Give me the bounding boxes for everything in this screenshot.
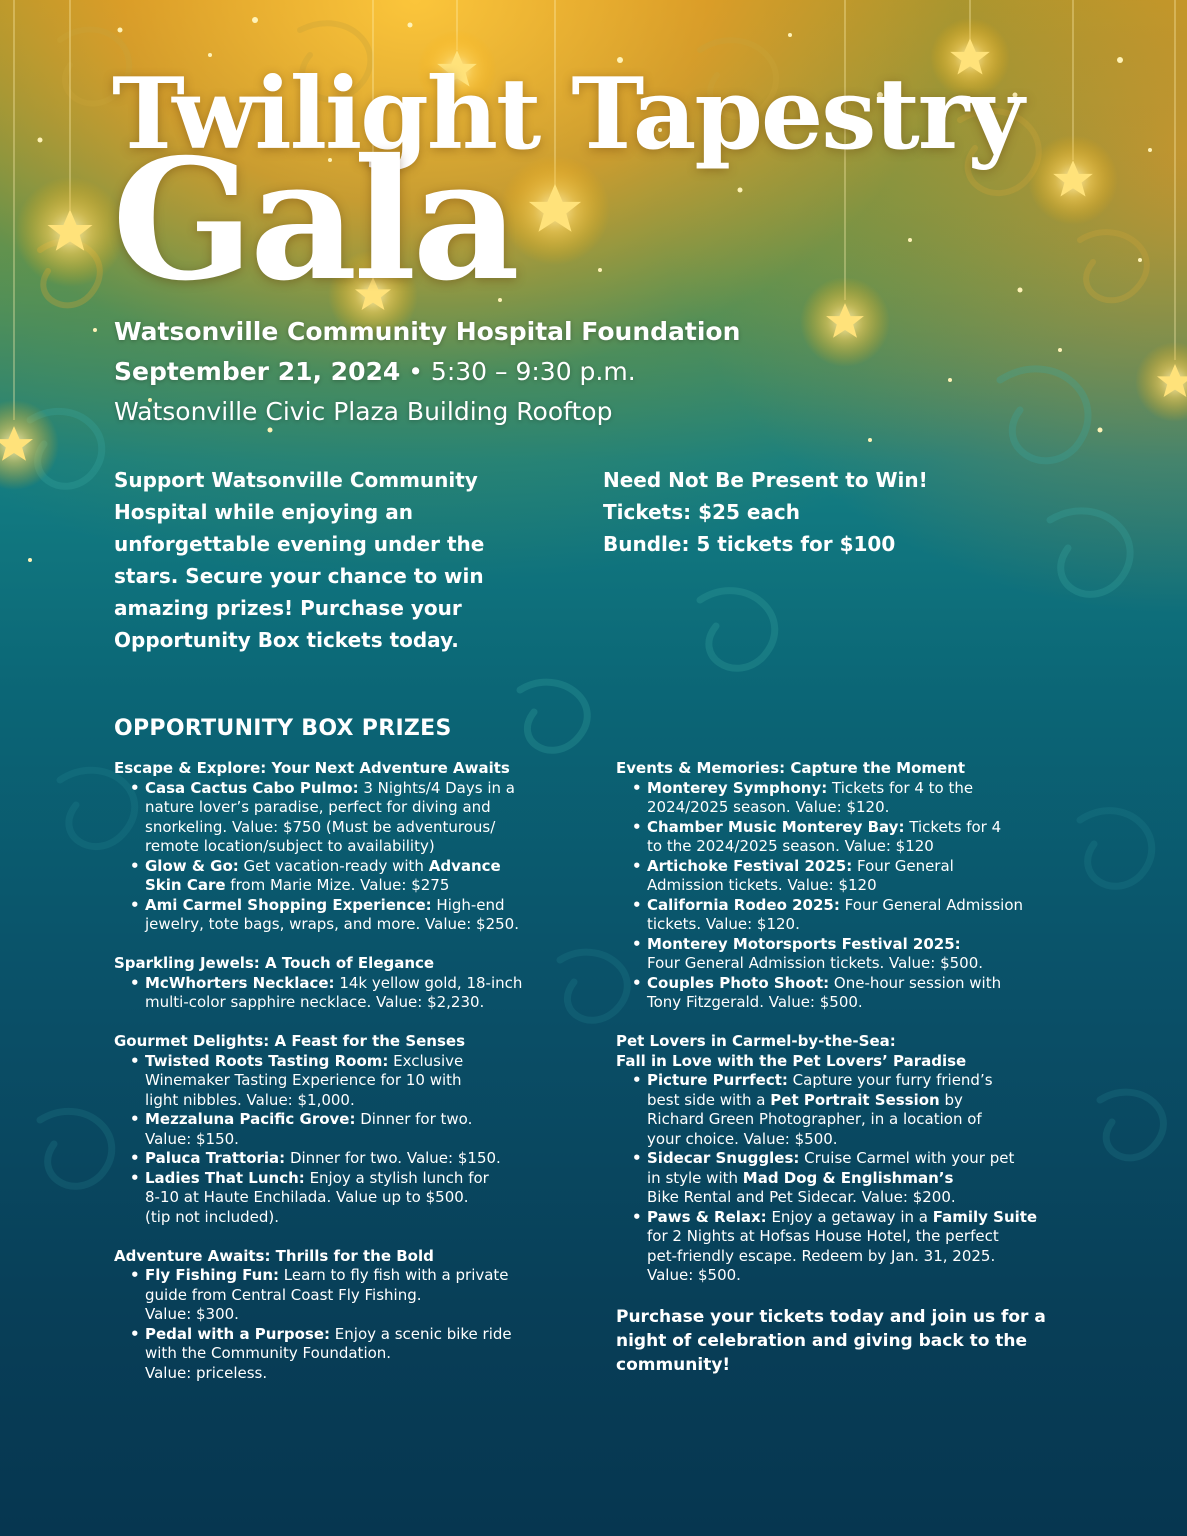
prize-name: Chamber Music Monterey Bay:: [647, 817, 905, 836]
prize-description: Exclusive Winemaker Tasting Experience for 10 with light nibbles. Value: $1,000.: [145, 1051, 464, 1109]
prize-description: Cruise Carmel with your pet in style with: [647, 1149, 1015, 1187]
prize-name: Glow & Go:: [145, 856, 239, 875]
closing-call-to-action: Purchase your tickets today and join us for a night of celebration and giving back to the community!: [616, 1307, 1046, 1375]
prize-description: High-end jewelry, tote bags, wraps, and more. Value: $250.: [145, 895, 519, 933]
prize-item: [616, 779, 1086, 818]
prize-item: [114, 1110, 584, 1149]
prize-highlight: Pet Portrait Session: [770, 1090, 940, 1109]
title-line-1: Twilight Tapestry: [112, 57, 1023, 172]
prizes-right-column: [616, 759, 1086, 1377]
event-time: 5:30 – 9:30 p.m.: [430, 357, 636, 386]
prize-item: [616, 1071, 1086, 1149]
ticket-info: [603, 464, 1103, 560]
event-date: September 21, 2024: [114, 357, 401, 386]
prize-name: Twisted Roots Tasting Room:: [145, 1051, 389, 1070]
date-separator: •: [400, 357, 431, 386]
prize-name: Couples Photo Shoot:: [647, 973, 830, 992]
prize-name: Picture Purrfect:: [647, 1071, 788, 1089]
category-escape: [114, 759, 584, 935]
organization-name: Watsonville Community Hospital Foundation: [114, 317, 741, 346]
event-venue: Watsonville Civic Plaza Building Rooftop: [114, 397, 613, 426]
prize-item: [114, 1266, 584, 1325]
prize-name: California Rodeo 2025:: [647, 895, 840, 914]
prize-description: Get vacation-ready with: [238, 856, 429, 875]
prize-item: [616, 896, 1086, 935]
prize-description: from Marie Mize. Value: $275: [225, 876, 450, 894]
prizes-heading: OPPORTUNITY BOX PRIZES: [114, 716, 452, 741]
prize-highlight: Advance Skin Care: [145, 856, 501, 894]
prize-item: [114, 974, 584, 1013]
category-jewels: [114, 954, 584, 1013]
prize-description: for 2 Nights at Hofsas House Hotel, the perfect pet-friendly escape. Redeem by Jan. 31, 2025. Value: $500.: [647, 1227, 999, 1284]
prize-item: [114, 1149, 584, 1169]
category-title: Escape & Explore: Your Next Adventure Awaits: [114, 759, 510, 777]
category-events: [616, 759, 1086, 1013]
prize-description: Learn to fly fish with a private guide from Central Coast Fly Fishing. Value: $300.: [145, 1266, 509, 1323]
ticket-price: Tickets: $25 each: [603, 500, 800, 524]
prize-highlight: Family Suite: [932, 1207, 1038, 1226]
prize-description: Dinner for two. Value: $150.: [145, 1110, 473, 1148]
prize-item: [114, 779, 584, 857]
title-line-2: Gala: [112, 123, 516, 318]
prize-description: Four General Admission tickets. Value: $120.: [647, 895, 1024, 933]
date-time-line: [114, 352, 1014, 392]
prize-item: [114, 1052, 584, 1111]
prize-name: Ladies That Lunch:: [145, 1168, 305, 1187]
prize-name: Casa Cactus Cabo Pulmo:: [145, 778, 359, 797]
intro-paragraph: Support Watsonville Community Hospital while enjoying an unforgettable evening under the stars. Secure your chance to win amazing prizes! Purchase your Opportunity Box tickets today.: [114, 468, 485, 652]
prize-description: One-hour session with Tony Fitzgerald. Value: $500.: [647, 973, 1002, 1011]
prize-description: Tickets for 4 to the 2024/2025 season. Value: $120.: [647, 778, 974, 816]
prize-description: Enjoy a scenic bike ride with the Community Foundation. Value: priceless.: [145, 1324, 512, 1382]
prize-description: 3 Nights/4 Days in a nature lover’s paradise, perfect for diving and snorkeling. Value: $750 (Must be adventurous/ remote location/subject to availability): [145, 778, 515, 855]
prize-description: Bike Rental and Pet Sidecar. Value: $200.: [647, 1188, 956, 1206]
prize-description: Capture your furry friend’s best side with a: [647, 1071, 993, 1109]
prize-name: Monterey Symphony:: [647, 778, 828, 797]
category-title: Sparkling Jewels: A Touch of Elegance: [114, 954, 435, 972]
prize-item: [114, 1325, 584, 1384]
prize-name: Pedal with a Purpose:: [145, 1324, 331, 1343]
category-title: Pet Lovers in Carmel-by-the-Sea: Fall in Love with the Pet Lovers’ Paradise: [616, 1032, 967, 1070]
prize-item: [616, 935, 1086, 974]
prize-description: Four General Admission tickets. Value: $500.: [647, 954, 984, 972]
prize-description: Enjoy a getaway in a: [766, 1207, 933, 1226]
prize-description: Dinner for two. Value: $150.: [285, 1149, 501, 1167]
prize-description: by Richard Green Photographer, in a location of your choice. Value: $500.: [647, 1090, 982, 1148]
prize-item: [114, 1169, 584, 1228]
category-adventure: [114, 1247, 584, 1384]
prize-item: [114, 857, 584, 896]
prize-name: Sidecar Snuggles:: [647, 1149, 800, 1167]
prize-description: Four General Admission tickets. Value: $120: [647, 856, 954, 894]
prize-name: McWhorters Necklace:: [145, 973, 335, 992]
need-not-be-present: Need Not Be Present to Win!: [603, 468, 928, 492]
category-title: Events & Memories: Capture the Moment: [616, 759, 966, 777]
prize-description: Enjoy a stylish lunch for 8-10 at Haute Enchilada. Value up to $500. (tip not included).: [145, 1168, 489, 1226]
category-title: Gourmet Delights: A Feast for the Senses: [114, 1032, 465, 1050]
prize-item: [616, 857, 1086, 896]
bundle-price: Bundle: 5 tickets for $100: [603, 532, 896, 556]
prize-item: [616, 1208, 1086, 1286]
prize-item: [616, 974, 1086, 1013]
prize-name: Mezzaluna Pacific Grove:: [145, 1110, 356, 1128]
category-gourmet: [114, 1032, 584, 1227]
prize-highlight: Mad Dog & Englishman’s: [742, 1168, 954, 1187]
prize-item: [616, 818, 1086, 857]
prize-description: Tickets for 4 to the 2024/2025 season. Value: $120: [647, 817, 1002, 855]
prize-name: Paws & Relax:: [647, 1207, 767, 1226]
prize-description: 14k yellow gold, 18-inch multi-color sapphire necklace. Value: $2,230.: [145, 973, 523, 1011]
prize-item: [114, 896, 584, 935]
prize-item: [616, 1149, 1086, 1208]
prize-name: Fly Fishing Fun:: [145, 1266, 280, 1284]
prizes-left-column: [114, 759, 584, 1403]
category-title: Adventure Awaits: Thrills for the Bold: [114, 1246, 434, 1265]
prize-name: Paluca Trattoria:: [145, 1149, 286, 1167]
prize-name: Artichoke Festival 2025:: [647, 856, 853, 875]
prize-name: Ami Carmel Shopping Experience:: [145, 895, 432, 914]
event-info: [114, 312, 1014, 432]
category-pets: [616, 1032, 1086, 1286]
prize-name: Monterey Motorsports Festival 2025:: [647, 934, 961, 953]
